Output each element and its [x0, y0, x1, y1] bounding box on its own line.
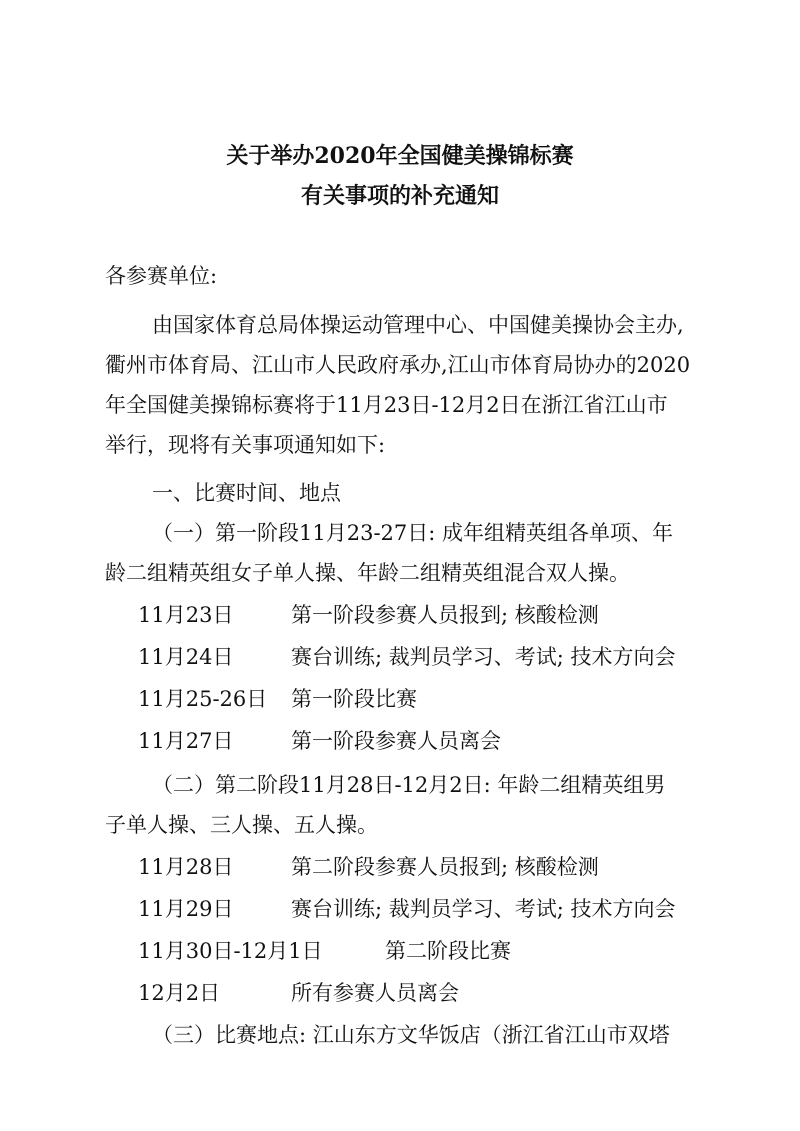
notice-title-line-1: 关于举办2020年全国健美操锦标赛 — [226, 143, 574, 169]
stage2-date-4: 12月2日 — [138, 981, 221, 1005]
stage1-desc-line-1: （一）第一阶段11月23-27日: 成年组精英组各单项、年 — [152, 521, 674, 545]
stage1-desc-line-2: 龄二组精英组女子单人操、年龄二组精英组混合双人操。 — [105, 561, 630, 585]
stage1-date-1: 11月23日 — [138, 603, 234, 627]
stage2-event-4: 所有参赛人员离会 — [291, 981, 459, 1005]
stage2-event-2: 赛台训练; 裁判员学习、考试; 技术方向会 — [291, 897, 676, 921]
stage2-event-1: 第二阶段参赛人员报到; 核酸检测 — [291, 855, 599, 879]
intro-line-1: 由国家体育总局体操运动管理中心、中国健美操协会主办, — [152, 313, 684, 337]
intro-line-3: 年全国健美操锦标赛将于11月23日-12月2日在浙江省江山市 — [105, 393, 668, 417]
stage2-date-3: 11月30日-12月1日 — [138, 939, 323, 963]
stage1-event-3: 第一阶段比赛 — [291, 687, 417, 711]
section-heading-time-venue: 一、比赛时间、地点 — [152, 481, 341, 505]
intro-line-2: 衢州市体育局、江山市人民政府承办,江山市体育局协办的2020 — [105, 353, 691, 377]
stage2-date-2: 11月29日 — [138, 897, 234, 921]
stage2-desc-line-2: 子单人操、三人操、五人操。 — [105, 813, 378, 837]
stage2-desc-line-1: （二）第二阶段11月28日-12月2日: 年龄二组精英组男 — [152, 773, 666, 797]
stage1-date-2: 11月24日 — [138, 645, 234, 669]
venue-line: （三）比赛地点: 江山东方文华饭店（浙江省江山市双塔 — [152, 1023, 670, 1047]
stage2-event-3: 第二阶段比赛 — [385, 939, 511, 963]
stage2-date-1: 11月28日 — [138, 855, 234, 879]
stage1-date-3: 11月25-26日 — [138, 687, 268, 711]
stage1-event-2: 赛台训练; 裁判员学习、考试; 技术方向会 — [291, 645, 676, 669]
stage1-event-4: 第一阶段参赛人员离会 — [291, 729, 501, 753]
stage1-date-4: 11月27日 — [138, 729, 234, 753]
notice-title-line-2: 有关事项的补充通知 — [300, 183, 499, 209]
intro-line-4: 举行，现将有关事项通知如下: — [105, 433, 386, 457]
stage1-event-1: 第一阶段参赛人员报到; 核酸检测 — [291, 603, 599, 627]
salutation: 各参赛单位: — [105, 264, 218, 288]
